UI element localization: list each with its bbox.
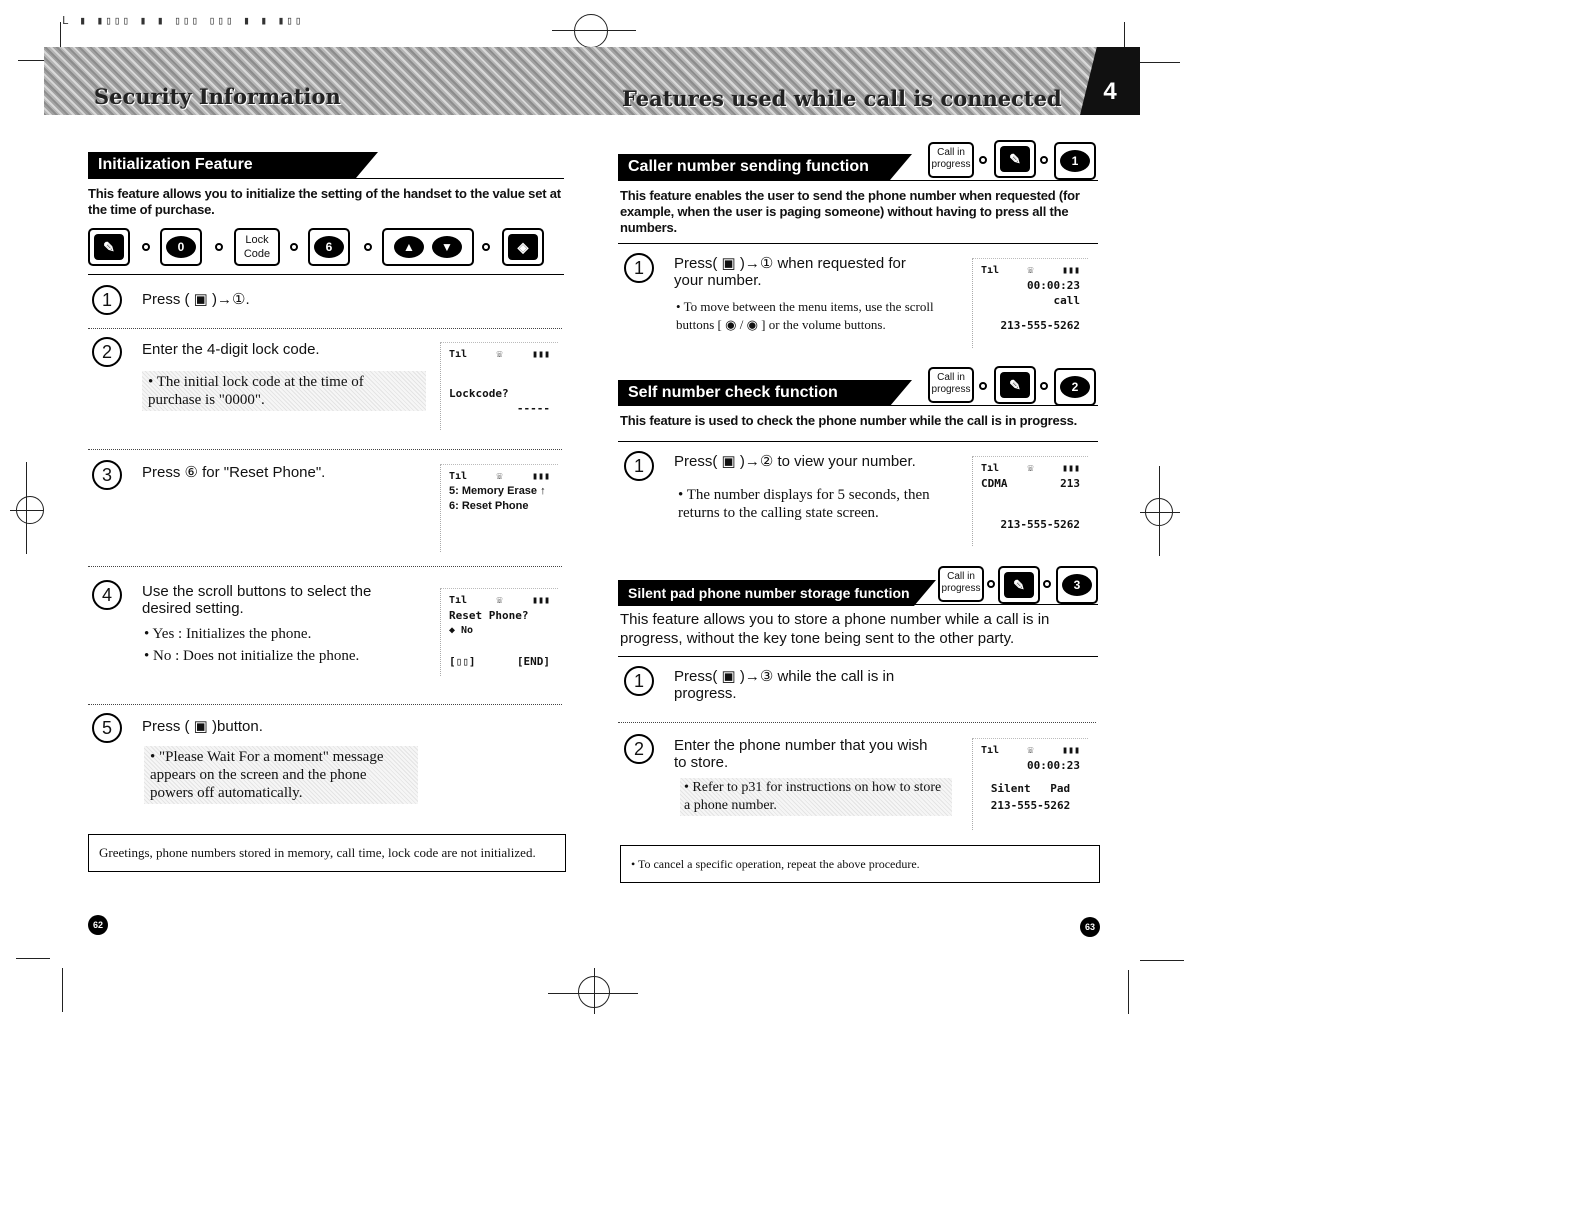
sequence-arrow-icon (1040, 156, 1048, 164)
crop-mark (16, 958, 50, 959)
step-text: Press( ▣ )→① when requested for your number. (674, 255, 906, 289)
left-page-title: Security Information (94, 84, 341, 109)
phone-screen: Tıl ☏ ▮▮▮ 00:00:23 call 213-555-5262 (972, 258, 1088, 348)
section-description: This feature allows you to store a phone number while a call is in progress, without the key tone being sent to the other party. (620, 611, 1050, 647)
step-number: 2 (624, 734, 654, 764)
menu-key-icon: ✎ (994, 140, 1036, 178)
step-note: • The initial lock code at the time of purchase is "0000". (142, 371, 426, 411)
step-text: Use the scroll buttons to select the desired setting. (142, 583, 372, 617)
step-note: • To move between the menu items, use the scroll buttons [ ◉ / ◉ ] or the volume buttons. (676, 299, 934, 332)
section-rule (618, 604, 1098, 605)
crop-mark (62, 968, 63, 1012)
0-key-icon: 0 (160, 228, 202, 266)
printer-slug: L ▮ ▮▯▯▯ ▮ ▮ ▯▯▯ ▯▯▯ ▮ ▮ ▮▯▯ (62, 14, 304, 27)
phone-screen: Tıl ☏ ▮▮▮ Reset Phone? ◆ No [▯▯] [END] (440, 588, 558, 676)
step-divider (88, 566, 562, 567)
chapter-number: 4 (1103, 78, 1117, 105)
step-note: • Refer to p31 for instructions on how to store a phone number. (680, 778, 952, 816)
crop-mark (1124, 22, 1125, 48)
step-divider (618, 722, 1096, 723)
section-description: This feature enables the user to send the phone number when requested (for example, when the user is paging someone) without having to press all the numbers. (620, 188, 1080, 235)
sequence-arrow-icon (979, 382, 987, 390)
section-rule (618, 656, 1098, 657)
registration-mark (574, 14, 608, 48)
phone-screen: Tıl ☏ ▮▮▮ 5: Memory Erase ↑ 6: Reset Phone (440, 464, 558, 552)
lock-code-key: Lock Code (234, 228, 280, 266)
step-number: 1 (624, 253, 654, 283)
phone-screen: Tıl ☏ ▮▮▮ Lockcode? ----- (440, 342, 558, 430)
sequence-arrow-icon (215, 243, 223, 251)
step-number: 5 (92, 713, 122, 743)
section-rule (618, 405, 1098, 406)
registration-mark (16, 496, 44, 524)
call-in-progress-key: Call in progress (928, 142, 974, 178)
step-note: • No : Does not initialize the phone. (144, 648, 360, 664)
ok-key-icon: ◈ (502, 228, 544, 266)
step-text: Press( ▣ )→③ while the call is in progress. (674, 668, 895, 702)
step-number: 3 (92, 460, 122, 490)
crop-mark (60, 22, 61, 48)
section-title-silent-pad: Silent pad phone number storage function (618, 580, 914, 606)
step-divider (88, 704, 562, 705)
info-note: • To cancel a specific operation, repeat the above procedure. (620, 845, 1100, 883)
menu-key-icon: ✎ (998, 566, 1040, 604)
2-key-icon: 2 (1054, 368, 1096, 406)
step-number: 4 (92, 580, 122, 610)
page-number: 62 (88, 915, 108, 935)
sequence-arrow-icon (142, 243, 150, 251)
step-note: • Yes : Initializes the phone. (144, 626, 312, 642)
info-note: Greetings, phone numbers stored in memory, call time, lock code are not initialized. (88, 834, 566, 872)
sequence-arrow-icon (364, 243, 372, 251)
section-title-initialization: Initialization Feature (88, 152, 356, 178)
sequence-arrow-icon (482, 243, 490, 251)
1-key-icon: 1 (1054, 142, 1096, 180)
crop-mark (1128, 970, 1129, 1014)
call-in-progress-key: Call in progress (938, 566, 984, 602)
sequence-arrow-icon (979, 156, 987, 164)
step-divider (88, 328, 562, 329)
phone-screen: Tıl ☏ ▮▮▮ CDMA 213 213-555-5262 (972, 456, 1088, 546)
step-note: • "Please Wait For a moment" message appears on the screen and the phone powers off automatically. (144, 746, 418, 804)
section-rule (618, 243, 1098, 244)
step-text: Press ( ▣ )→①. (142, 291, 250, 308)
step-text: Press ⑥ for "Reset Phone". (142, 464, 326, 481)
sequence-arrow-icon (987, 580, 995, 588)
section-rule (618, 180, 1098, 181)
step-number: 1 (92, 285, 122, 315)
step-text: Enter the phone number that you wish to store. (674, 737, 928, 771)
phone-screen: Tıl ☏ ▮▮▮ 00:00:23 Silent Pad 213-555-5262 (972, 738, 1088, 830)
crop-mark (1140, 960, 1184, 961)
step-number: 1 (624, 666, 654, 696)
3-key-icon: 3 (1056, 566, 1098, 604)
step-number: 2 (92, 337, 122, 367)
section-title-caller-number: Caller number sending function (618, 154, 890, 180)
step-text: Press ( ▣ )button. (142, 718, 263, 735)
page-number: 63 (1080, 917, 1100, 937)
step-text: Press( ▣ )→② to view your number. (674, 453, 916, 470)
registration-mark (1145, 498, 1173, 526)
sequence-arrow-icon (290, 243, 298, 251)
step-divider (88, 449, 562, 450)
step-number: 1 (624, 451, 654, 481)
section-rule (88, 178, 564, 179)
right-page-title: Features used while call is connected (622, 86, 1062, 111)
section-rule (618, 441, 1098, 442)
section-description: This feature is used to check the phone number while the call is in progress. (620, 413, 1078, 428)
6-key-icon: 6 (308, 228, 350, 266)
sequence-arrow-icon (1040, 382, 1048, 390)
registration-mark (578, 976, 610, 1008)
section-rule (88, 274, 564, 275)
section-description: This feature allows you to initialize the setting of the handset to the value set at the time of purchase. (88, 186, 561, 217)
step-text: Enter the 4-digit lock code. (142, 341, 320, 358)
section-title-self-number: Self number check function (618, 380, 890, 406)
call-in-progress-key: Call in progress (928, 367, 974, 403)
menu-key-icon: ✎ (88, 228, 130, 266)
sequence-arrow-icon (1043, 580, 1051, 588)
step-note: • The number displays for 5 seconds, then returns to the calling state screen. (678, 487, 930, 521)
crop-mark (1140, 62, 1180, 63)
menu-key-icon: ✎ (994, 366, 1036, 404)
crop-mark (18, 60, 44, 61)
scroll-keys-icon: ▲ ▼ (382, 228, 474, 266)
